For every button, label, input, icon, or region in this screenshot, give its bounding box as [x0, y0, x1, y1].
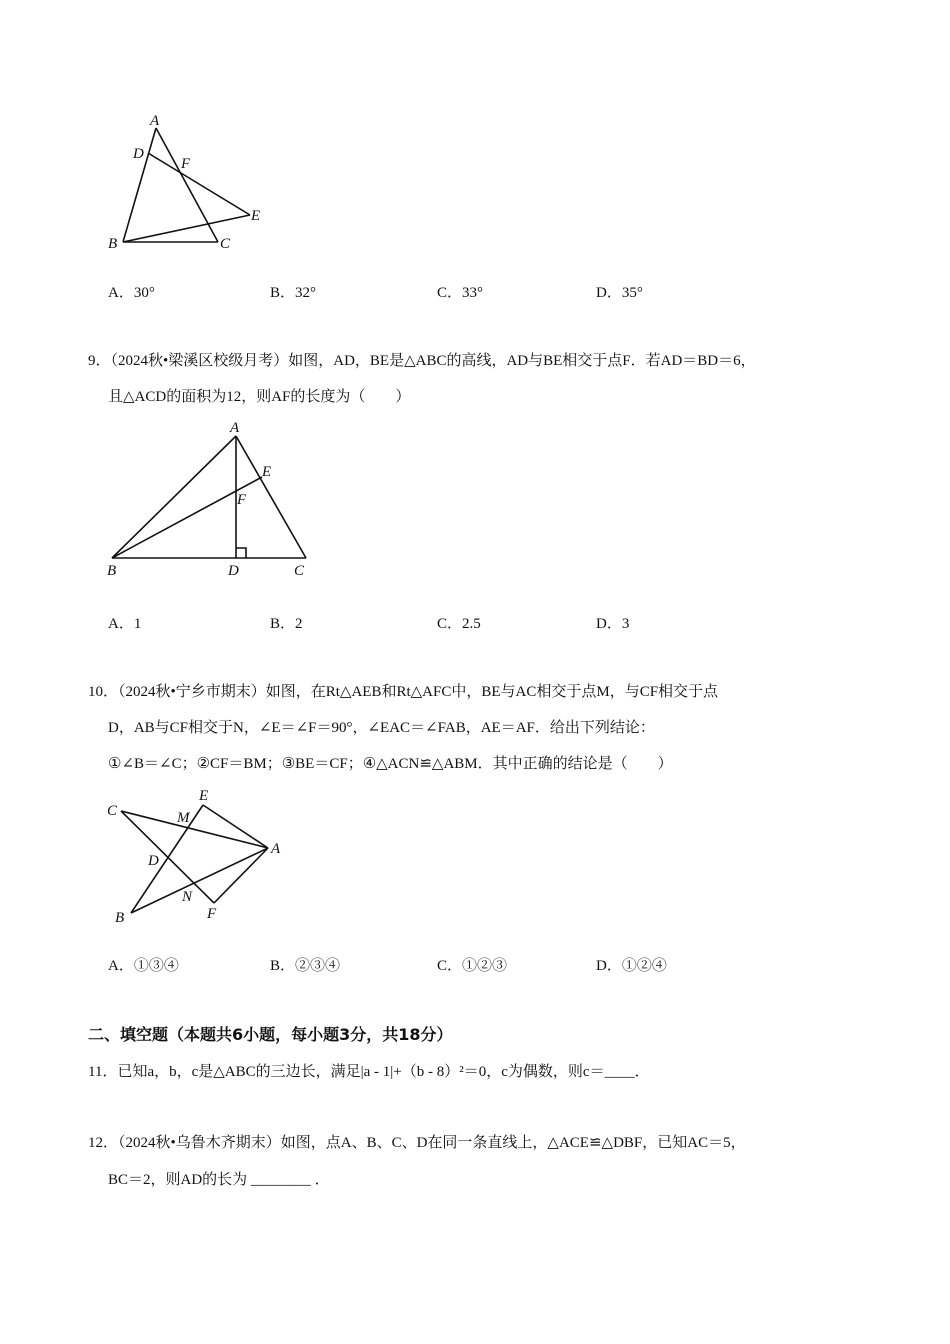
q9-option-c: C．2.5	[437, 616, 481, 632]
label-M: M	[177, 810, 190, 826]
label-F: F	[207, 906, 217, 922]
label-D: D	[228, 563, 239, 579]
q12-text-line1: 12．（2024秋•乌鲁木齐期末）如图，点A、B、C、D在同一条直线上，△ACE≌△DBF，已知AC＝5，	[88, 1135, 746, 1151]
q8-option-b: B．32°	[270, 285, 317, 301]
q11-text: 11．已知a，b，c是△ABC的三边长，满足|a - 1|+（b - 8）²＝0，c为偶数，则c＝____．	[88, 1064, 650, 1080]
q9-option-b: B．2	[270, 616, 303, 632]
label-D: D	[133, 146, 144, 162]
label-A: A	[150, 113, 160, 129]
q9-option-d: D．3	[596, 616, 630, 632]
label-F: F	[181, 156, 191, 172]
label-A: A	[271, 841, 281, 857]
q10-text-line3: ①∠B＝∠C；②CF＝BM；③BE＝CF；④△ACN≌△ABM．其中正确的结论是（ ）	[108, 756, 673, 772]
label-C: C	[220, 236, 231, 252]
q10-option-d: D．①②④	[596, 958, 667, 974]
q8-option-c: C．33°	[437, 285, 484, 301]
q9-option-a: A．1	[108, 616, 142, 632]
label-D: D	[148, 853, 159, 869]
label-E: E	[251, 208, 261, 224]
q10-option-c: C．①②③	[437, 958, 508, 974]
q10-text-line2: D，AB与CF相交于N，∠E＝∠F＝90°，∠EAC＝∠FAB，AE＝AF．给出下列结论：	[108, 720, 655, 736]
q12-text-line2: BC＝2，则AD的长为 ________ ．	[108, 1172, 330, 1188]
q9-text-line2: 且△ACD的面积为12，则AF的长度为（ ）	[108, 389, 411, 405]
label-E: E	[199, 788, 209, 804]
label-B: B	[115, 910, 125, 926]
q10-option-a: A．①③④	[108, 958, 179, 974]
q8-option-d: D．35°	[596, 285, 643, 301]
q8-option-a: A．30°	[108, 285, 155, 301]
q10-text-line1: 10．（2024秋•宁乡市期末）如图，在Rt△AEB和Rt△AFC中，BE与AC相交于点M，与CF相交于点	[88, 684, 719, 700]
label-C: C	[294, 563, 305, 579]
label-B: B	[107, 563, 117, 579]
label-B: B	[108, 236, 118, 252]
q9-text-line1: 9．（2024秋•梁溪区校级月考）如图，AD，BE是△ABC的高线，AD与BE相交于点F．若AD＝BD＝6，	[88, 353, 756, 369]
label-N: N	[182, 889, 193, 905]
label-A: A	[230, 420, 240, 436]
label-C: C	[107, 803, 118, 819]
label-E: E	[262, 464, 272, 480]
q10-option-b: B．②③④	[270, 958, 341, 974]
label-F: F	[237, 492, 247, 508]
section-heading-fill-in: 二、填空题（本题共6小题，每小题3分，共18分）	[88, 1025, 453, 1044]
